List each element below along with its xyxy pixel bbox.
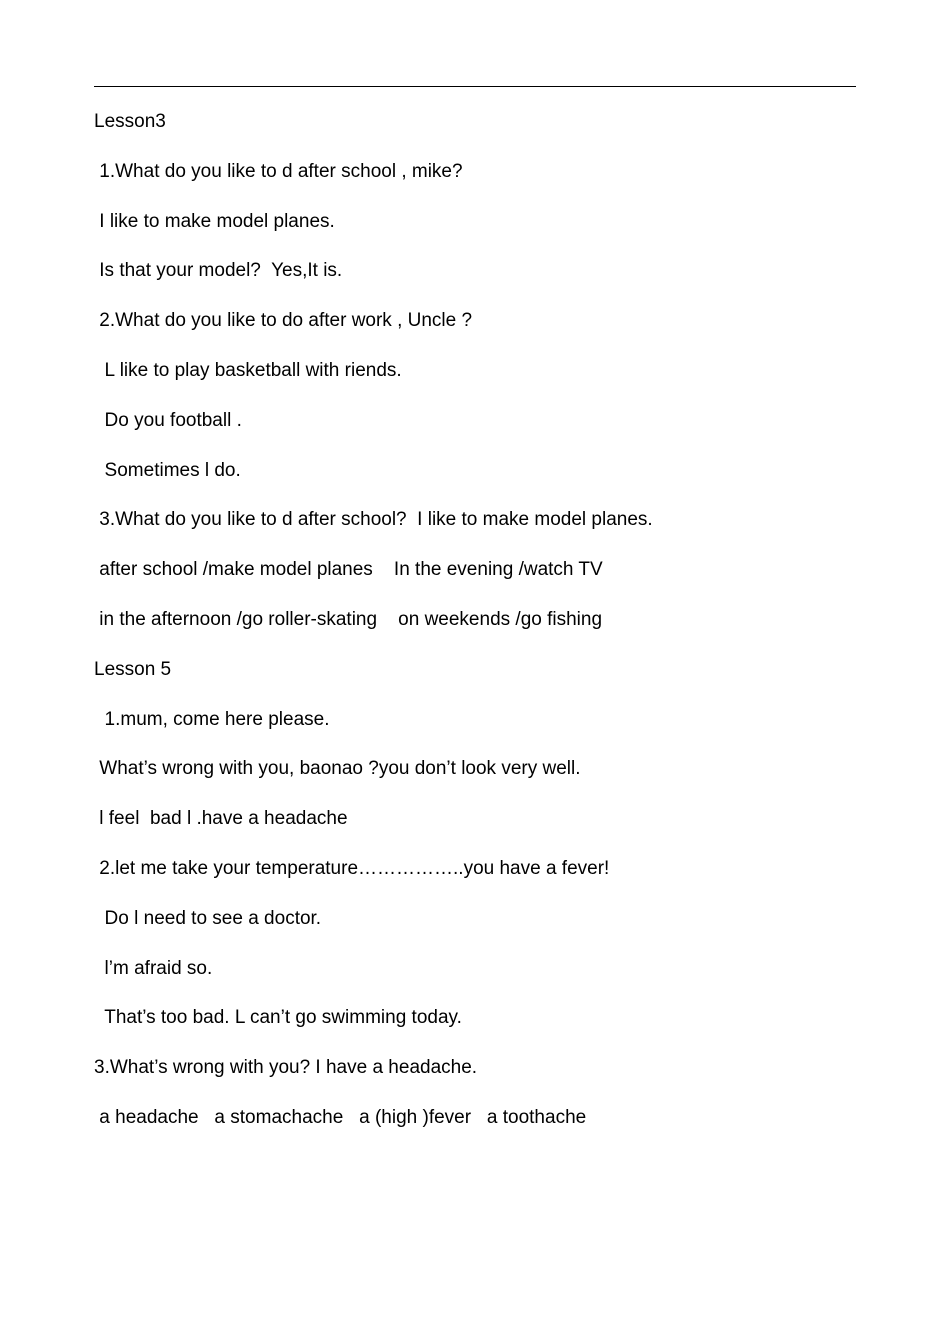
text-line: Sometimes l do. <box>94 459 241 481</box>
lesson5-heading: Lesson 5 <box>94 658 172 680</box>
text-line: What’s wrong with you, baonao ?you don’t look very well. <box>94 758 581 780</box>
lesson3-heading: Lesson3 <box>94 111 166 132</box>
text-line: Do l need to see a doctor. <box>94 907 322 929</box>
text-line: in the afternoon /go roller-skating on weekends /go fishing <box>94 608 603 630</box>
text-line: 2.let me take your temperature……………..you have a fever! <box>94 857 610 879</box>
text-line: after school /make model planes In the evening /watch TV <box>94 559 603 581</box>
text-line: Is that your model? Yes,It is. <box>94 260 343 282</box>
text-line: l feel bad l .have a headache <box>94 808 348 830</box>
text-line: I like to make model planes. <box>94 210 335 232</box>
text-line: 1.mum, come here please. <box>94 708 330 730</box>
text-line: 3.What do you like to d after school? I like to make model planes. <box>94 509 653 531</box>
header-rule <box>94 86 856 87</box>
text-line: 3.What’s wrong with you? I have a headache. <box>94 1057 478 1079</box>
document-body <box>94 108 864 1154</box>
text-line: 1.What do you like to d after school , mike? <box>94 160 463 182</box>
text-line: 2.What do you like to do after work , Uncle ? <box>94 310 473 332</box>
text-line: a headache a stomachache a (high )fever a toothache <box>94 1106 587 1128</box>
text-line: L like to play basketball with riends. <box>94 359 402 381</box>
text-line: Do you football . <box>94 409 242 431</box>
text-line: l’m afraid so. <box>94 957 213 979</box>
text-line: That’s too bad. L can’t go swimming today. <box>94 1007 462 1029</box>
